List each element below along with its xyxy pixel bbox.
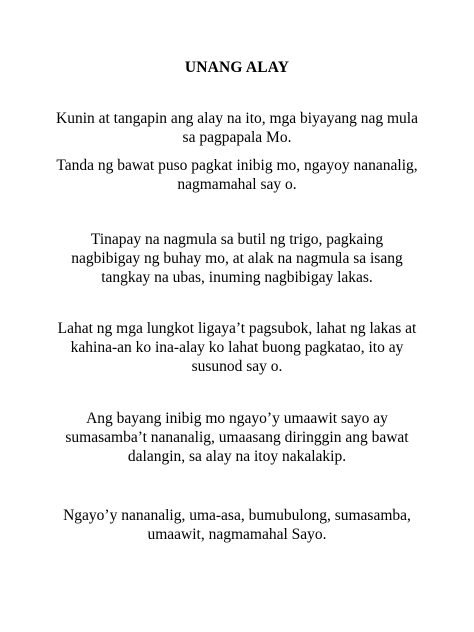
stanza-line: umaawit, nagmamahal Sayo.	[147, 526, 327, 543]
stanza-line: sa pagpapala Mo.	[182, 129, 292, 146]
stanza-line: Lahat ng mga lungkot ligaya’t pagsubok, lahat ng lakas at	[57, 320, 417, 337]
stanza-line: Tanda ng bawat puso pagkat inibig mo, ngayoy nananalig,	[56, 157, 418, 174]
stanza-line: kahina-an ko ina-alay ko lahat buong pagkatao, ito ay	[70, 339, 404, 356]
stanza-2	[40, 156, 434, 194]
stanza-5	[40, 409, 434, 466]
stanza-line: Ngayo’y nananalig, uma-asa, bumubulong, sumasamba,	[63, 507, 411, 524]
stanza-line: Kunin at tangapin ang alay na ito, mga biyayang nag mula	[56, 110, 418, 127]
stanza-line: Tinapay na nagmula sa butil ng trigo, pagkaing	[90, 231, 384, 248]
stanza-line: nagmamahal say o.	[177, 176, 297, 193]
document-title: UNANG ALAY	[184, 59, 290, 76]
stanza-1	[40, 109, 434, 147]
stanza-line: dalangin, sa alay na itoy nakalakip.	[127, 448, 347, 465]
stanza-3	[40, 230, 434, 287]
stanza-line: Ang bayang inibig mo ngayo’y umaawit sayo ay	[86, 410, 388, 427]
stanza-6	[40, 506, 434, 544]
stanza-4	[40, 319, 434, 376]
stanza-line: susunod say o.	[191, 358, 283, 375]
stanza-line: sumasamba’t nananalig, umaasang diringgin ang bawat	[65, 429, 409, 446]
stanza-line: nagbibigay ng buhay mo, at alak na nagmula sa isang	[71, 250, 403, 267]
stanza-line: tangkay na ubas, inuming nagbibigay lakas.	[101, 269, 373, 286]
